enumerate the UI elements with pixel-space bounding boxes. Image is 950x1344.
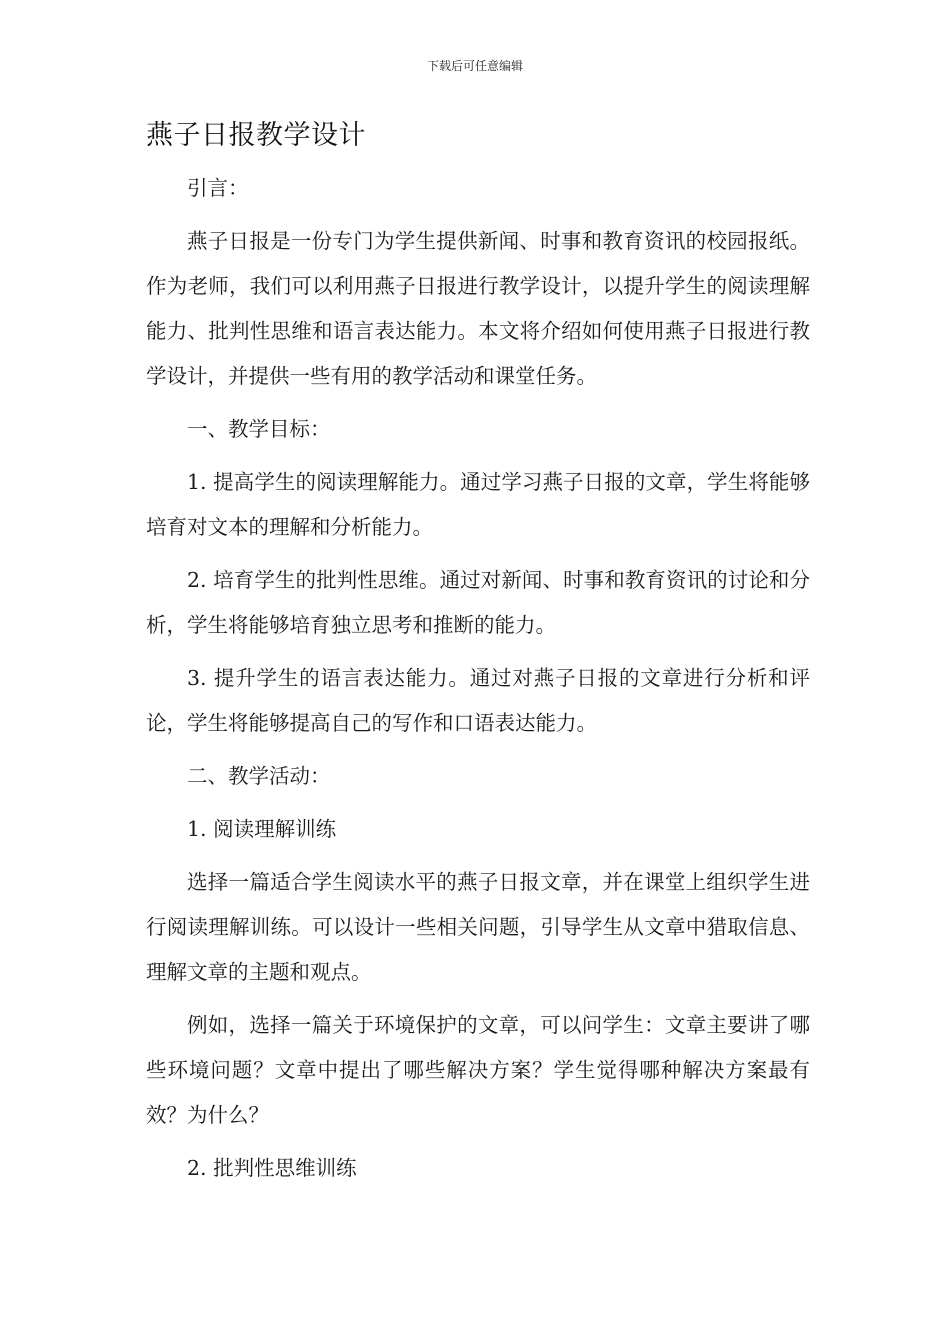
goal-item-1: 1. 提高学生的阅读理解能力。通过学习燕子日报的文章，学生将能够培育对文本的理解和分析能力。 [146,470,810,539]
paragraph-intro-label: 引言： [187,176,249,200]
activity-heading-2: 2. 批判性思维训练 [187,1156,357,1180]
section-heading-goals: 一、教学目标： [187,417,331,441]
document-body [146,166,810,1199]
paragraph-intro: 燕子日报是一份专门为学生提供新闻、时事和教育资讯的校园报纸。作为老师，我们可以利用燕子日报进行教学设计，以提升学生的阅读理解能力、批判性思维和语言表达能力。本文将介绍如何使用燕子日报进行教学设计，并提供一些有用的教学活动和课堂任务。 [146,229,810,388]
section-heading-activities: 二、教学活动： [187,764,331,788]
goal-item-3: 3. 提升学生的语言表达能力。通过对燕子日报的文章进行分析和评论，学生将能够提高自己的写作和口语表达能力。 [146,666,810,735]
document-title: 燕子日报教学设计 [146,120,366,151]
activity-heading-1: 1. 阅读理解训练 [187,817,337,841]
activity-paragraph-1: 选择一篇适合学生阅读水平的燕子日报文章，并在课堂上组织学生进行阅读理解训练。可以设计一些相关问题，引导学生从文章中猎取信息、理解文章的主题和观点。 [146,870,810,984]
header-note: 下载后可任意编辑 [426,59,523,73]
goal-item-2: 2. 培育学生的批判性思维。通过对新闻、时事和教育资讯的讨论和分析，学生将能够培育独立思考和推断的能力。 [146,568,810,637]
activity-example-paragraph: 例如，选择一篇关于环境保护的文章，可以问学生：文章主要讲了哪些环境问题？文章中提出了哪些解决方案？学生觉得哪种解决方案最有效？为什么？ [146,1013,810,1127]
